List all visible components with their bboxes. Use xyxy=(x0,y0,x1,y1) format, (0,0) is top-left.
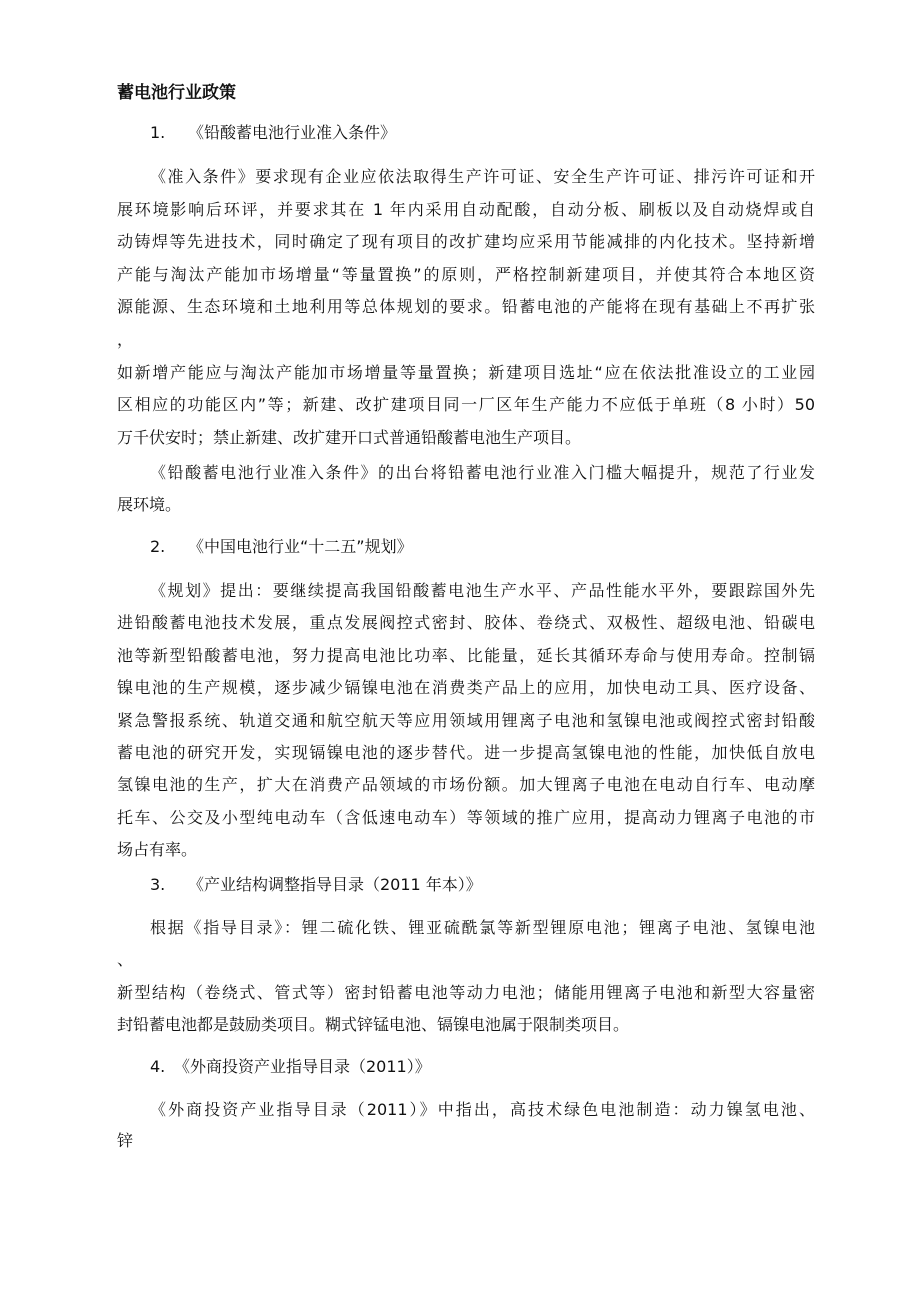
paragraph-line: 、 xyxy=(117,950,134,970)
paragraph-line: 池等新型铅酸蓄电池，努力提高电池比功率、比能量，延长其循环寿命与使用寿命。控制镉 xyxy=(117,645,815,665)
paragraph-line: 源能源、生态环境和土地利用等总体规划的要求。铅蓄电池的产能将在现有基础上不再扩张 xyxy=(117,297,815,317)
section-heading xyxy=(150,1057,431,1077)
paragraph-line: 产能与淘汰产能加市场增量“等量置换”的原则，严格控制新建项目，并使其符合本地区资 xyxy=(117,264,815,284)
paragraph-line: 《外商投资产业指导目录（2011）》中指出，高技术绿色电池制造：动力镍氢电池、 xyxy=(150,1100,815,1119)
section-number: 2. xyxy=(150,537,166,556)
paragraph-line: 展环境。 xyxy=(117,495,182,514)
paragraph-line: 动铸焊等先进技术，同时确定了现有项目的改扩建均应采用节能减排的内化技术。坚持新增 xyxy=(117,232,815,252)
paragraph-line: 镍电池的生产规模，逐步减少镉镍电池在消费类产品上的应用，加快电动工具、医疗设备、 xyxy=(117,678,815,698)
section-number: 1. xyxy=(150,123,166,142)
paragraph-line: 展环境影响后环评，并要求其在 1 年内采用自动配酸，自动分板、刷板以及自动烧焊或自 xyxy=(117,199,815,219)
paragraph-line: 如新增产能应与淘汰产能加市场增量等量置换；新建项目选址“应在依法批准设立的工业园 xyxy=(117,362,815,382)
section-heading xyxy=(150,123,396,143)
paragraph-line: 锌 xyxy=(117,1131,134,1150)
section-heading-text: 《中国电池行业“十二五”规划》 xyxy=(188,537,413,556)
paragraph-line: 封铅蓄电池都是鼓励类项目。糊式锌锰电池、镉镍电池属于限制类项目。 xyxy=(117,1014,630,1034)
paragraph-line: 区相应的功能区内”等；新建、改扩建项目同一厂区年生产能力不应低于单班（8 小时）50 xyxy=(117,395,815,415)
section-heading xyxy=(150,875,482,895)
paragraph-line: 蓄电池的研究开发，实现镉镍电池的逐步替代。进一步提高氢镍电池的性能，加快低自放电 xyxy=(117,743,815,762)
paragraph-line: 《铅酸蓄电池行业准入条件》的出台将铅蓄电池行业准入门槛大幅提升，规范了行业发 xyxy=(150,463,815,482)
paragraph-line: 新型结构（卷绕式、管式等）密封铅蓄电池等动力电池；储能用锂离子电池和新型大容量密 xyxy=(117,982,815,1002)
paragraph-line: ， xyxy=(117,330,134,349)
section-heading-text: 《产业结构调整指导目录（2011 年本）》 xyxy=(188,875,482,894)
paragraph-line: 氢镍电池的生产，扩大在消费产品领域的市场份额。加大锂离子电池在电动自行车、电动摩 xyxy=(117,775,815,795)
paragraph-line: 根据《指导目录》：锂二硫化铁、锂亚硫酰氯等新型锂原电池；锂离子电池、氢镍电池 xyxy=(150,918,815,937)
section-number: 4. xyxy=(150,1057,166,1076)
paragraph-line: 场占有率。 xyxy=(117,840,198,860)
paragraph-line: 《准入条件》要求现有企业应依法取得生产许可证、安全生产许可证、排污许可证和开 xyxy=(150,167,815,186)
section-heading-text: 《外商投资产业指导目录（2011）》 xyxy=(174,1057,431,1076)
section-heading xyxy=(150,537,413,557)
paragraph-line: 万千伏安时；禁止新建、改扩建开口式普通铅酸蓄电池生产项目。 xyxy=(117,427,582,447)
paragraph-line: 托车、公交及小型纯电动车（含低速电动车）等领域的推广应用，提高动力锂离子电池的市 xyxy=(117,807,815,827)
document-title: 蓄电池行业政策 xyxy=(117,83,236,103)
paragraph-line: 《规划》提出：要继续提高我国铅酸蓄电池生产水平、产品性能水平外，要跟踪国外先 xyxy=(150,581,815,600)
section-heading-text: 《铅酸蓄电池行业准入条件》 xyxy=(188,123,397,142)
section-number: 3. xyxy=(150,875,166,894)
paragraph-line: 进铅酸蓄电池技术发展，重点发展阀控式密封、胶体、卷绕式、双极性、超级电池、铅碳电 xyxy=(117,613,815,633)
paragraph-line: 紧急警报系统、轨道交通和航空航天等应用领域用锂离子电池和氢镍电池或阀控式密封铅酸 xyxy=(117,710,815,730)
